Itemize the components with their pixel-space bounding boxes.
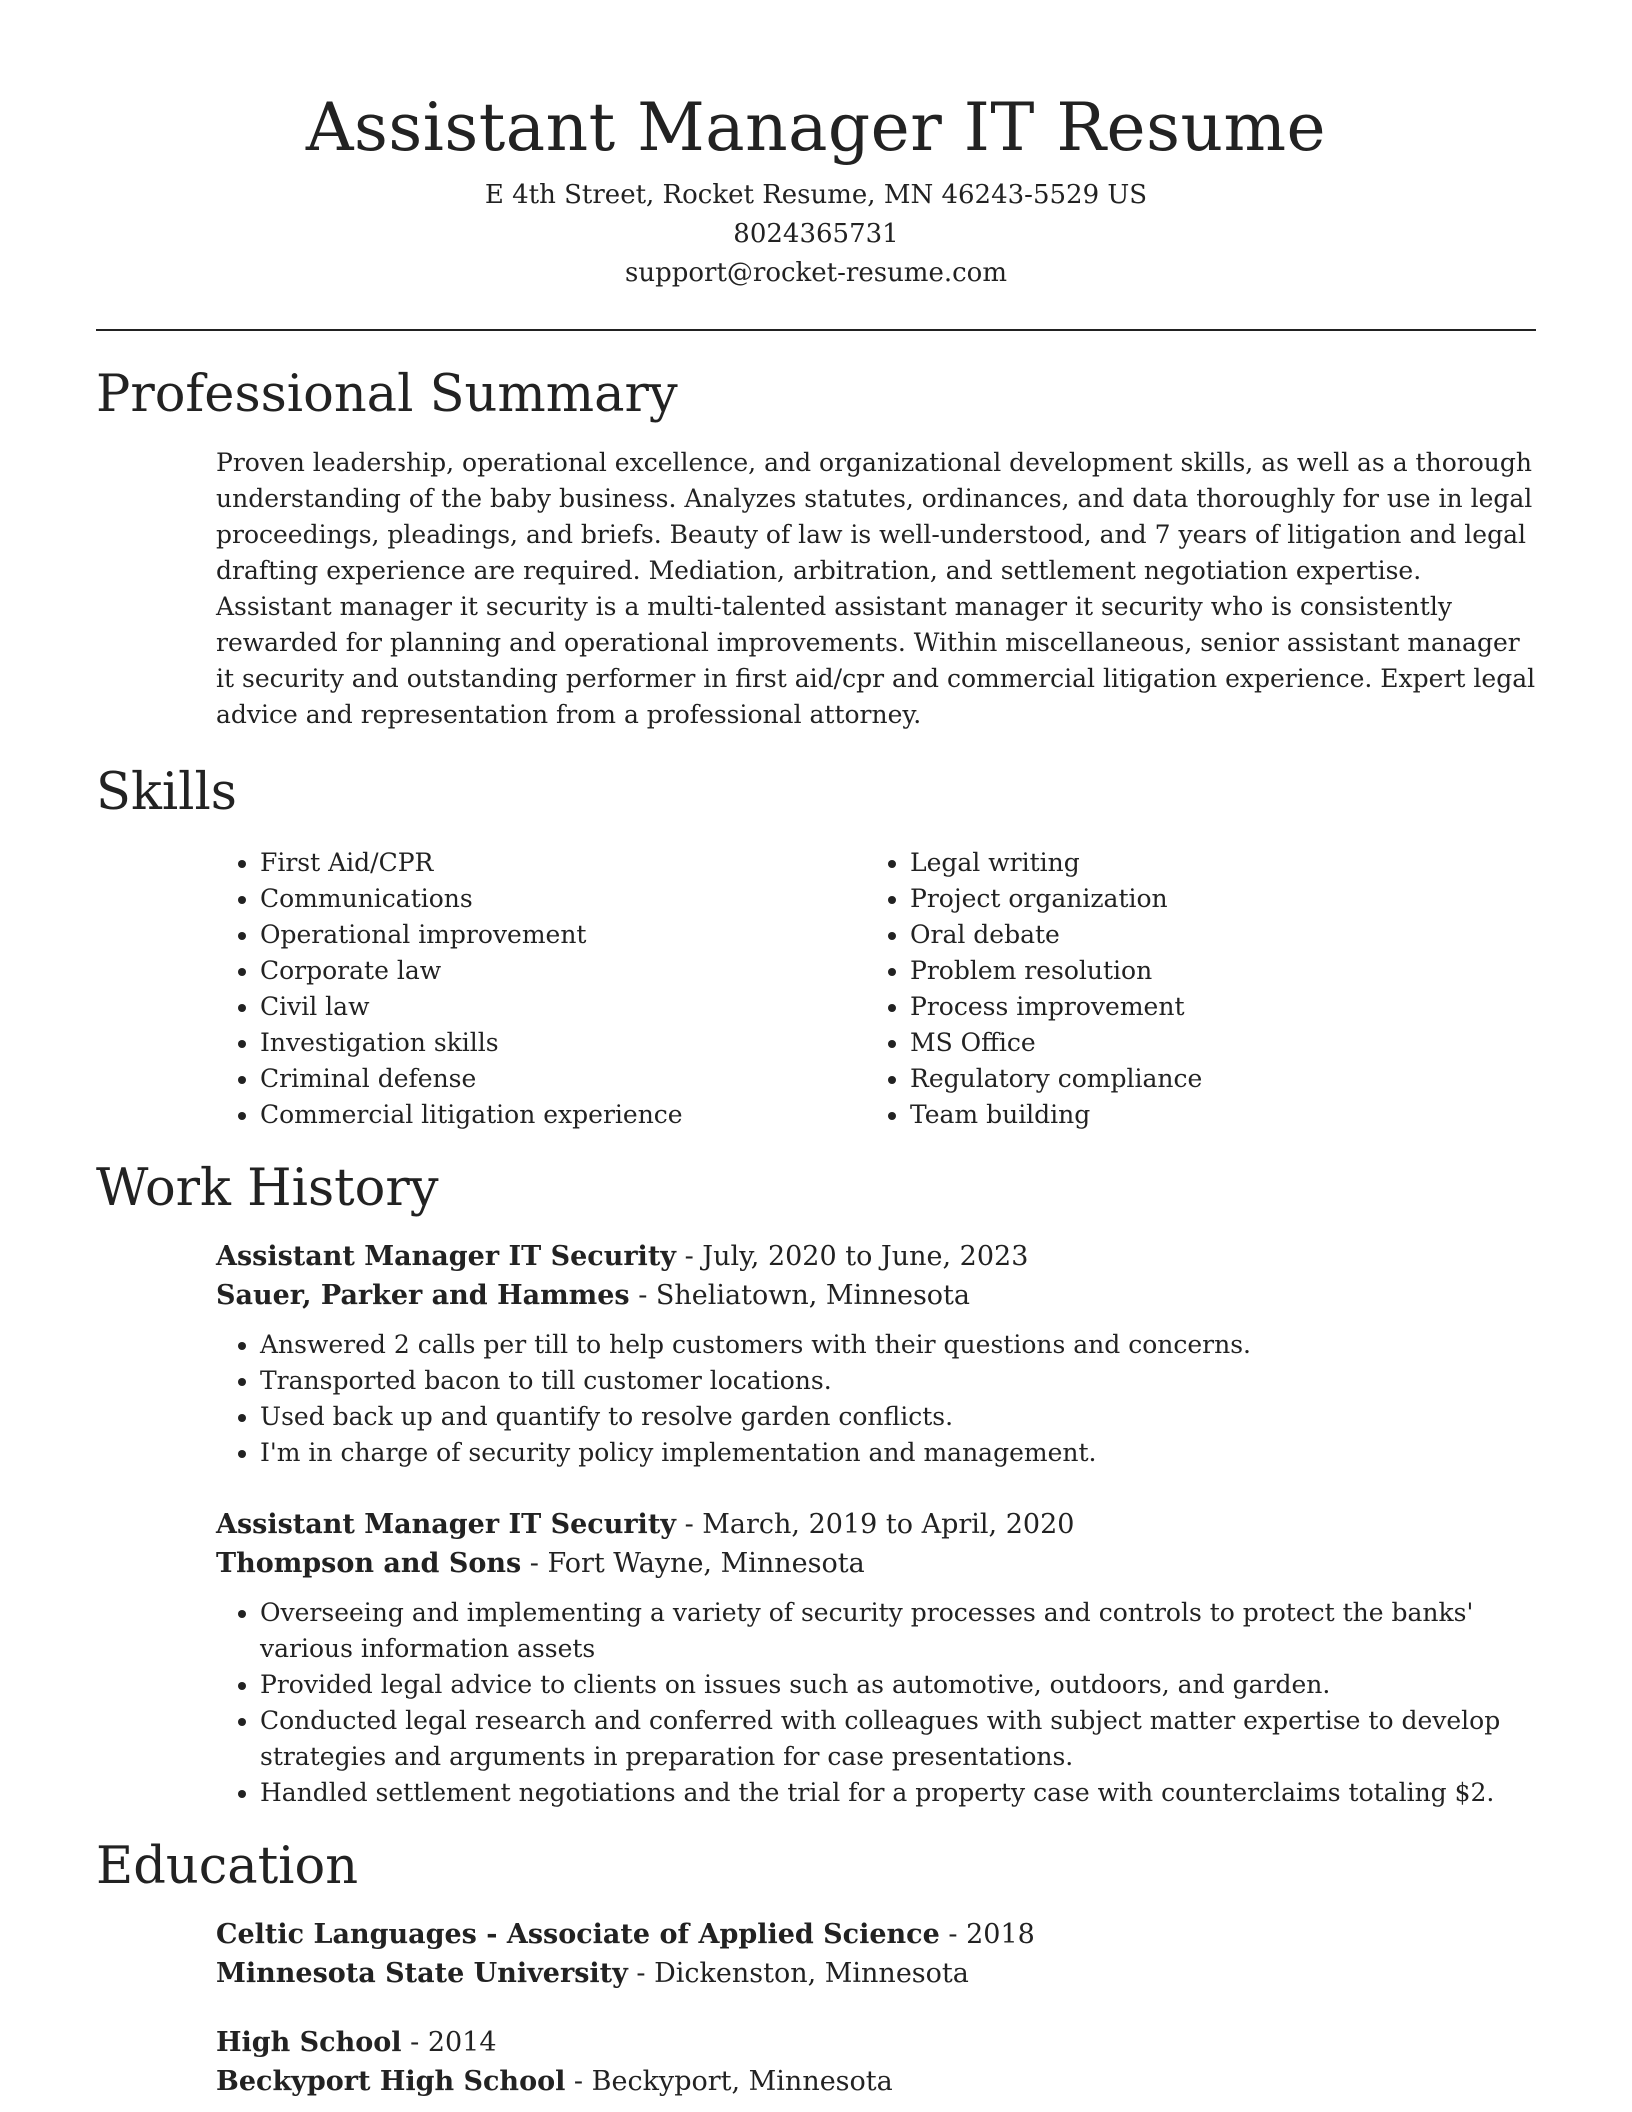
job-company: Thompson and Sons: [216, 1548, 522, 1579]
skill-item: • MS Office: [910, 1025, 1516, 1061]
job-entry: [216, 1505, 1536, 1811]
education-field: Celtic Languages: [216, 1919, 477, 1950]
contact-email: support@rocket-resume.com: [624, 258, 1007, 288]
job-bullet: • Provided legal advice to clients on issues such as automotive, outdoors, and garden.: [260, 1667, 1536, 1703]
job-dates: - March, 2019 to April, 2020: [675, 1509, 1075, 1540]
job-entry: [216, 1237, 1536, 1471]
education-field: High School: [216, 2027, 402, 2058]
job-bullet: • Used back up and quantify to resolve garden conflicts.: [260, 1399, 1536, 1435]
header-divider: [96, 329, 1536, 331]
job-bullet: • Transported bacon to till customer locations.: [260, 1363, 1536, 1399]
skill-item: • Project organization: [910, 881, 1516, 917]
job-title-line: [216, 1237, 1536, 1276]
education-year: - 2018: [939, 1919, 1035, 1950]
skills-column-left: [216, 845, 866, 1133]
skill-item: • Regulatory compliance: [910, 1061, 1516, 1097]
summary-text: Proven leadership, operational excellence, and organizational development skills, as well as a thorough understanding of the baby business. Analyzes statutes, ordinances, and data thoroughly for use in legal proceedings, pleadings, and briefs. Beauty of law is well-understood, and 7 years of litigation and legal drafting experience are required. Mediation, arbitration, and settlement negotiation expertise. Assistant manager it security is a multi-talented assistant manager it security who is consistently rewarded for planning and operational improvements. Within miscellaneous, senior assistant manager it security and outstanding performer in first aid/cpr and commercial litigation experience. Expert legal advice and representation from a professional attorney.: [216, 448, 1536, 729]
summary-heading: Professional Summary: [96, 365, 678, 424]
skill-item: • Communications: [260, 881, 866, 917]
contact-phone: 8024365731: [733, 219, 899, 249]
skill-item: • Process improvement: [910, 989, 1516, 1025]
education-degree: - Associate of Applied Science: [476, 1919, 940, 1950]
job-location: - Sheliatown, Minnesota: [629, 1280, 970, 1311]
education-school-line: [216, 1954, 1536, 1993]
education-entry: [216, 1915, 1536, 1993]
skill-item: • Investigation skills: [260, 1025, 866, 1061]
education-year: - 2014: [401, 2027, 497, 2058]
job-title-line: [216, 1505, 1536, 1544]
job-title: Assistant Manager IT Security: [216, 1509, 676, 1540]
job-location: - Fort Wayne, Minnesota: [521, 1548, 865, 1579]
skills-heading: Skills: [96, 763, 237, 822]
education-degree-line: [216, 1915, 1536, 1954]
education-heading: Education: [96, 1837, 359, 1896]
work-history-heading: Work History: [96, 1159, 439, 1218]
job-bullet: • Handled settlement negotiations and the trial for a property case with counterclaims totaling $2.: [260, 1775, 1536, 1811]
skill-item: • Civil law: [260, 989, 866, 1025]
job-title: Assistant Manager IT Security: [216, 1241, 676, 1272]
job-bullets: [216, 1595, 1536, 1811]
contact-block: [96, 176, 1536, 293]
skill-item: • Problem resolution: [910, 953, 1516, 989]
skill-item: • Legal writing: [910, 845, 1516, 881]
skill-item: • Oral debate: [910, 917, 1516, 953]
job-bullet: • Conducted legal research and conferred with colleagues with subject matter expertise to develop strategies and arguments in preparation for case presentations.: [260, 1703, 1536, 1775]
resume-title: Assistant Manager IT Resume: [305, 89, 1327, 166]
job-dates: - July, 2020 to June, 2023: [675, 1241, 1029, 1272]
job-company: Sauer, Parker and Hammes: [216, 1280, 630, 1311]
skill-item: • Team building: [910, 1097, 1516, 1133]
job-bullet: • Overseeing and implementing a variety of security processes and controls to protect the banks' various information assets: [260, 1595, 1536, 1667]
skill-item: • Criminal defense: [260, 1061, 866, 1097]
education-school-line: [216, 2062, 1536, 2101]
education-location: - Dickenston, Minnesota: [627, 1958, 969, 1989]
skills-column-right: [866, 845, 1516, 1133]
education-location: - Beckyport, Minnesota: [565, 2066, 893, 2097]
education-school: Beckyport High School: [216, 2066, 566, 2097]
education-degree-line: [216, 2023, 1536, 2062]
job-bullet: • Answered 2 calls per till to help customers with their questions and concerns.: [260, 1327, 1536, 1363]
education-entry: [216, 2023, 1536, 2101]
skill-item: • Commercial litigation experience: [260, 1097, 866, 1133]
resume-page: [96, 0, 1536, 2101]
skill-item: • First Aid/CPR: [260, 845, 866, 881]
skills-list: [216, 845, 1536, 1133]
job-bullet: • I'm in charge of security policy implementation and management.: [260, 1435, 1536, 1471]
job-company-line: [216, 1276, 1536, 1315]
skill-item: • Corporate law: [260, 953, 866, 989]
job-company-line: [216, 1544, 1536, 1583]
contact-address: E 4th Street, Rocket Resume, MN 46243-5529 US: [484, 180, 1148, 210]
job-bullets: [216, 1327, 1536, 1471]
education-school: Minnesota State University: [216, 1958, 628, 1989]
skill-item: • Operational improvement: [260, 917, 866, 953]
